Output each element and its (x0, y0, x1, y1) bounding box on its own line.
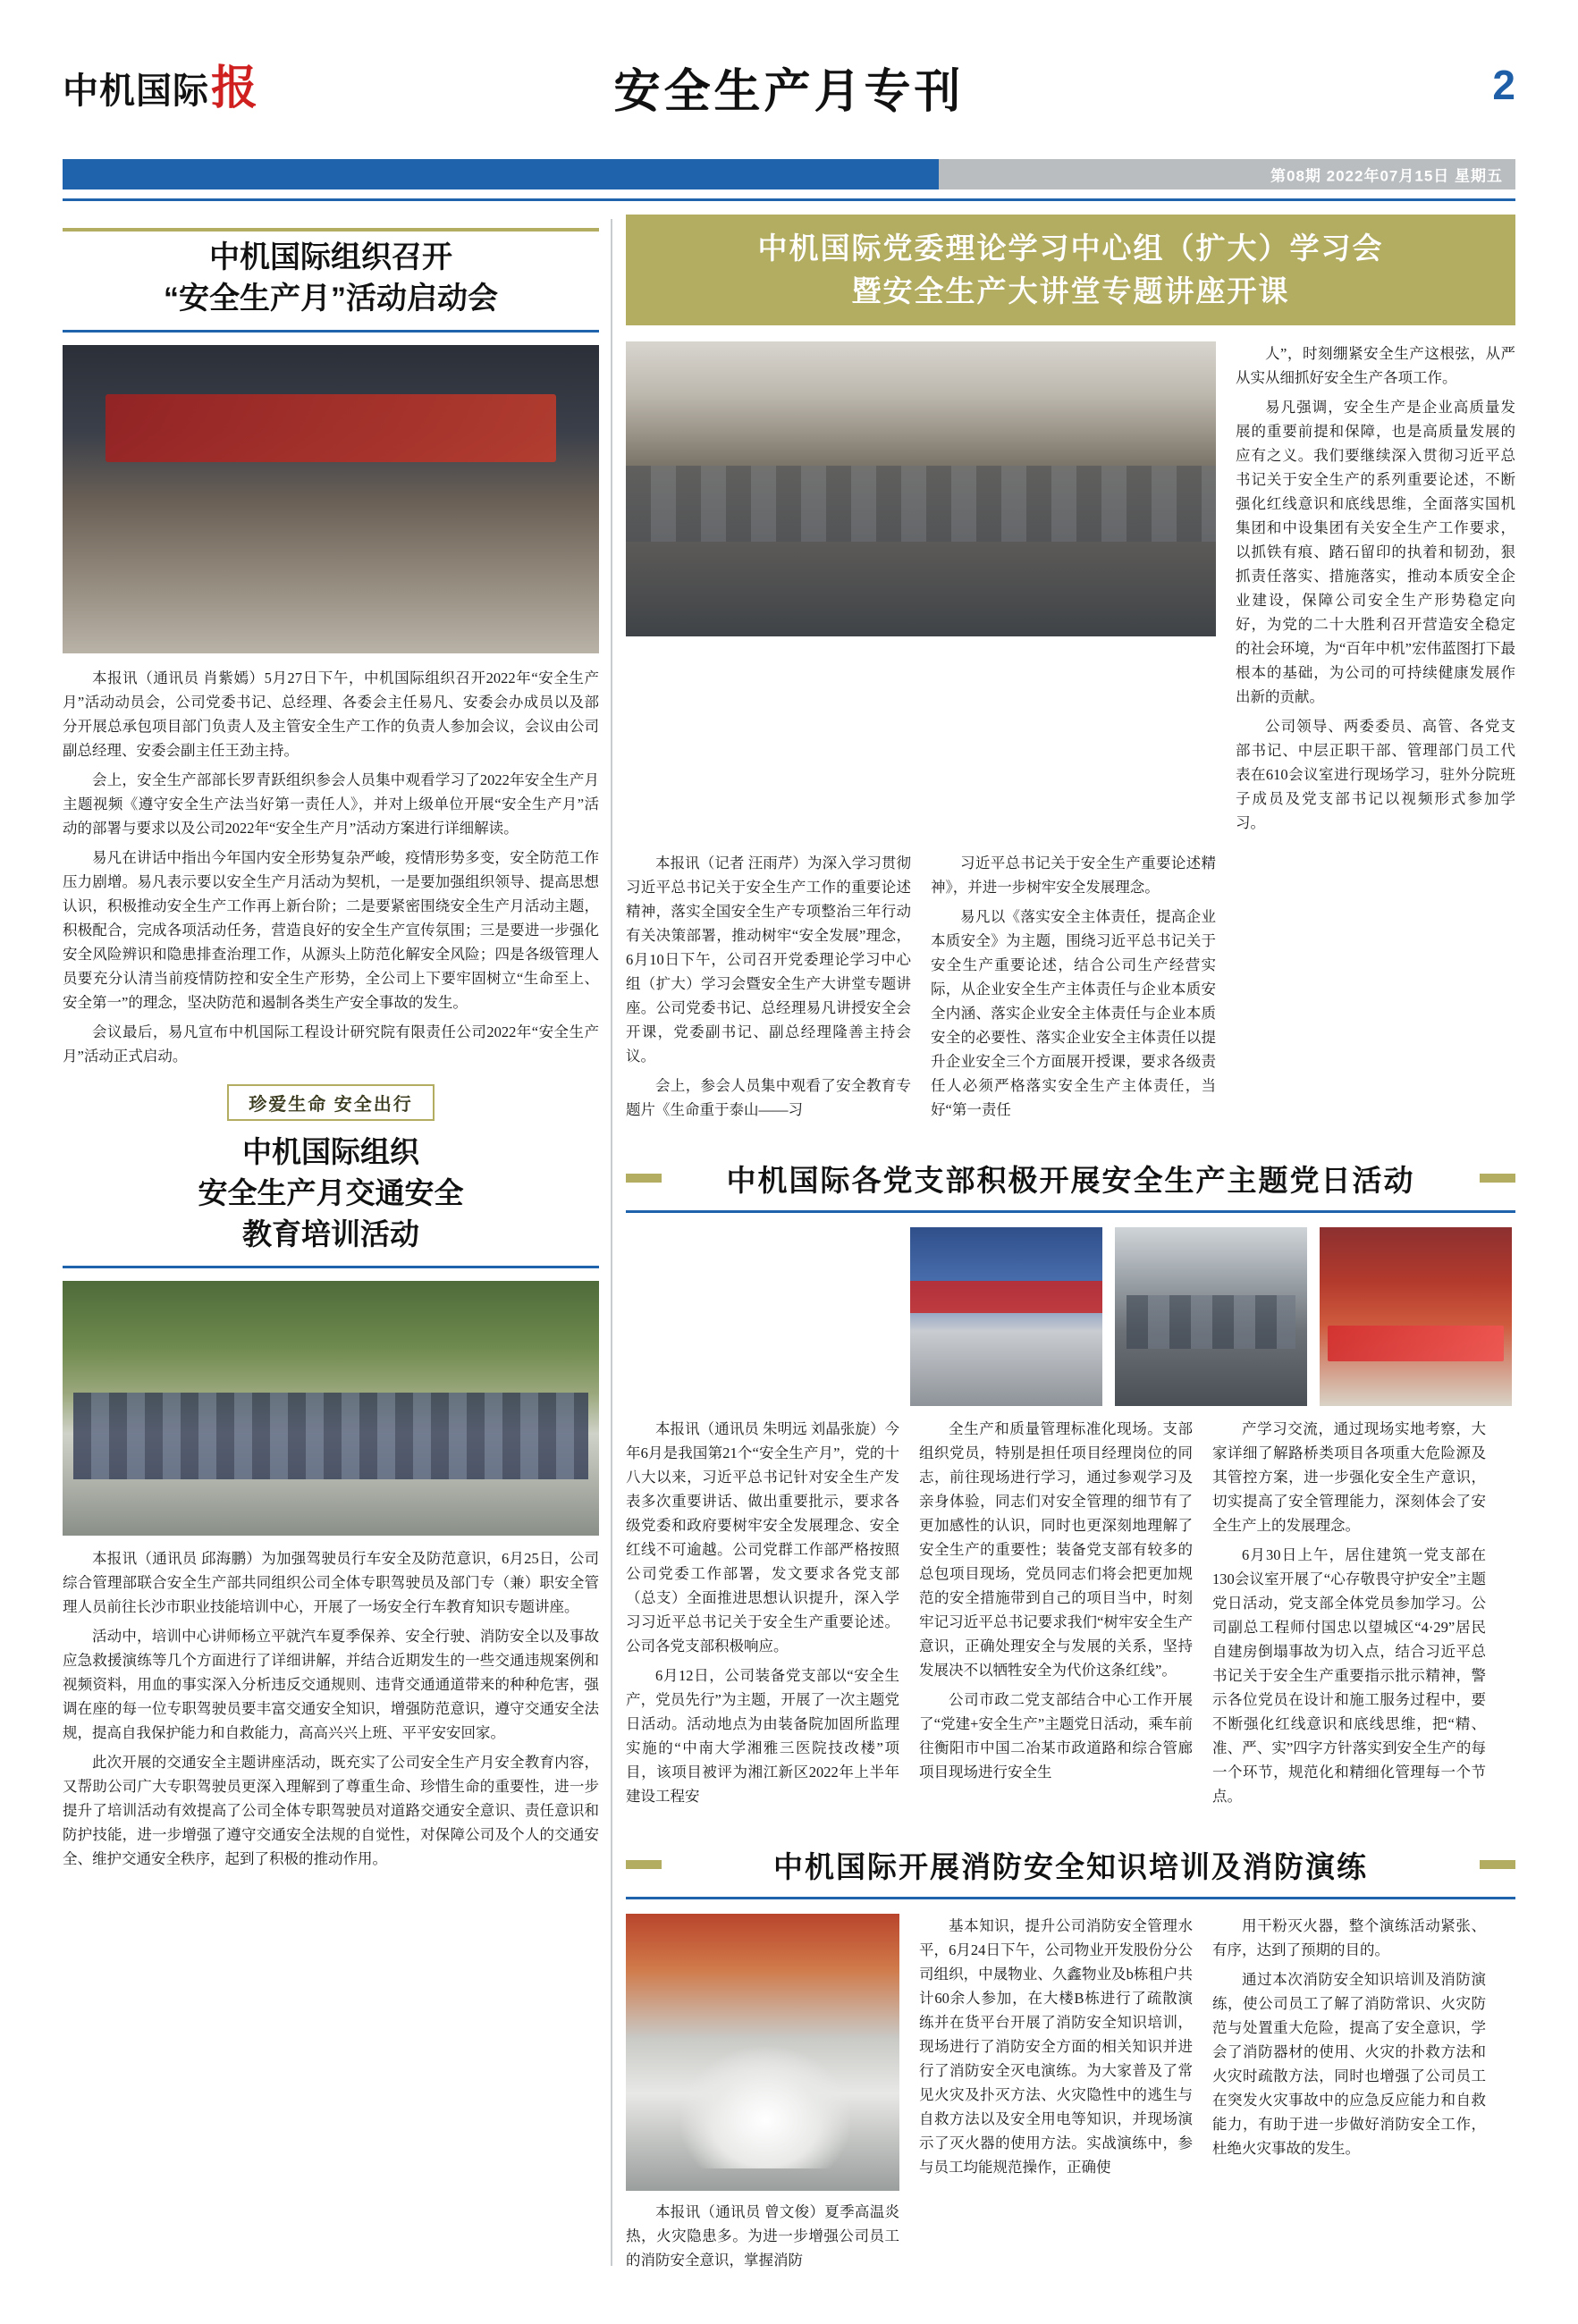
meeting-photo-kickoff (63, 345, 599, 653)
paragraph: 通过本次消防安全知识培训及消防演练，使公司员工了解了消防常识、火灾防范与处置重大危险，提高了安全意识，学会了消防器材的使用、火灾的扑救方法和火灾时疏散方法，同时也增强了公司员工在突发火灾事故中的应急反应能力和自救能力，有助于进一步做好消防安全工作，杜绝火灾事故的发生。 (1212, 1971, 1486, 2157)
article-lecture-col2 (931, 851, 1216, 1127)
title-text: 中机国际各党支部积极开展安全生产主题党日活动 (726, 1164, 1415, 1197)
paragraph: 本报讯（通讯员 朱明远 刘晶张旋）今年6月是我国第21个“安全生产月”，党的十八大以来，习近平总书记针对安全生产发表多次重要讲话、做出重要批示，要求各级党委和政府要树牢安全发展理念、安全红线不可逾越。公司党群工作部严格按照公司党委工作部署，发文要求各党支部（总支）全面推进思想认识提升，深入学习习近平总书记关于安全生产重要论述。公司各党支部积极响应。 (626, 1420, 899, 1655)
article-traffic-headline (63, 1126, 599, 1264)
article-party-day-col3 (1212, 1417, 1486, 1814)
paragraph: 本报讯（通讯员 曾文俊）夏季高温炎热，火灾隐患多。为进一步增强公司员工的消防安全意识，掌握消防 (626, 2203, 899, 2269)
paragraph: 本报讯（通讯员 邱海鹏）为加强驾驶员行车安全及防范意识，6月25日，公司综合管理部联合安全生产部共同组织公司全体专职驾驶员及部门专（兼）职安全管理人员前往长沙市职业技能培训中心，开展了一场安全行车教育知识专题讲座。 (63, 1550, 599, 1615)
paragraph: 公司市政二党支部结合中心工作开展了“党建+安全生产”主题党日活动，乘车前往衡阳市中国二冶某市政道路和综合管廊项目现场进行安全生 (919, 1691, 1193, 1781)
paragraph: 此次开展的交通安全主题讲座活动，既充实了公司安全生产月安全教育内容，又帮助公司广大专职驾驶员更深入理解到了尊重生命、珍惜生命的重要性，进一步提升了培训活动有效提高了公司全体专职驾驶员对道路交通安全意识、责任意识和防护技能，进一步增强了遵守交通安全法规的自觉性，对保障公司及个人的交通安全、维护交通安全秩序，起到了积极的推动作用。 (63, 1754, 599, 1867)
article-traffic-tag: 珍爱生命 安全出行 (227, 1084, 435, 1121)
paragraph: 易凡在讲话中指出今年国内安全形势复杂严峻，疫情形势多变，安全防范工作压力剧增。易凡表示要以安全生产月活动为契机，一是要加强组织领导、提高思想认识，积极推动安全生产工作再上新台阶；二是要紧密围绕安全生产月活动主题，积极配合，完成各项活动任务，营造良好的安全生产宣传氛围；三是要进一步强化安全风险辨识和隐患排查治理工作，从源头上防范化解安全风险；四是各级管理人员要充分认清当前疫情防控和安全生产形势，全公司上下要牢固树立“生命至上、安全第一”的理念，坚决防范和遏制各类生产安全事故的发生。 (63, 849, 599, 1011)
article-fire-drill-col3 (1212, 1914, 1486, 2278)
article-traffic-body (63, 1546, 599, 1871)
paragraph: 会上，安全生产部部长罗青跃组织参会人员集中观看学习了2022年安全生产月主题视频《遵守安全生产法当好第一责任人》，并对上级单位开展“安全生产月”活动的部署与要求以及公司2022年“安全生产月”活动方案进行详细解读。 (63, 771, 599, 837)
article-lecture (626, 215, 1515, 1127)
paragraph: 6月30日上午，居住建筑一党支部在130会议室开展了“心存敬畏守护安全”主题党日活动，党支部全体党员参加学习。公司副总工程师付国忠以望城区“4·29”居民自建房倒塌事故为切入点，结合习近平总书记关于安全生产重要指示批示精神，警示各位党员在设计和施工服务过程中，要不断强化红线意识和底线思维，把“精、准、严、实”四字方针落实到安全生产的每一个环节，规范化和精细化管理每一个节点。 (1212, 1546, 1486, 1805)
party-day-photo-3 (1320, 1227, 1512, 1406)
article-kickoff-headline (63, 232, 599, 328)
headline-line-1: 中机国际组织召开 (209, 240, 452, 274)
article-lecture-col1 (626, 851, 911, 1127)
title-bar-right (1480, 1174, 1515, 1183)
article-kickoff (63, 228, 599, 1068)
headline-separator (63, 1266, 599, 1268)
paragraph: 习近平总书记关于安全生产重要论述精神》，并进一步树牢安全发展理念。 (931, 855, 1216, 896)
banner-line-2: 暨安全生产大讲堂专题讲座开课 (851, 274, 1290, 307)
banner-line-1: 中机国际党委理论学习中心组（扩大）学习会 (757, 232, 1384, 265)
paragraph: 易凡以《落实安全主体责任，提高企业本质安全》为主题，围绕习近平总书记关于安全生产重要论述，结合公司生产经营实际，从企业安全生产主体责任与企业本质安全内涵、落实企业安全主体责任与企业本质安全的必要性、落实企业安全主体责任以提升企业安全三个方面展开授课，要求各级责任人必须严格落实安全生产主体责任，当好“第一责任 (931, 908, 1216, 1118)
paragraph: 基本知识，提升公司消防安全管理水平，6月24日下午，公司物业开发股份分公司组织，中晟物业、久鑫物业及b栋租户共计60余人参加，在大楼B栋进行了疏散演练并在货平台开展了消防安全知识培训，现场进行了消防安全方面的相关知识并进行了消防安全灭电演练。为大家普及了常见火灾及扑灭方法、火灾隐性中的逃生与自救方法以及安全用电等知识，并现场演示了灭火器的使用方法。实战演练中，参与员工均能规范操作，正确使 (919, 1917, 1193, 2176)
paragraph: 全生产和质量管理标准化现场。支部组织党员，特别是担任项目经理岗位的同志，前往现场进行学习，通过参观学习及亲身体验，同志们对安全管理的细节有了更加感性的认识，同时也更深刻地理解了安全生产的重要性；装备党支部有较多的总包项目现场，党员同志们将会把更加规范的安全措施带到自己的项目当中，时刻牢记习近平总书记要求我们“树牢安全生产意识，正确处理安全与发展的关系，坚持发展决不以牺牲安全为代价这条红线”。 (919, 1420, 1193, 1679)
issue-bar-blue (63, 159, 939, 189)
title-text: 中机国际开展消防安全知识培训及消防演练 (773, 1850, 1368, 1883)
article-fire-drill-col2 (919, 1914, 1193, 2278)
issue-bar (63, 159, 1515, 189)
column-divider (611, 219, 612, 2266)
issue-date: 第08期 2022年07月15日 星期五 (1270, 167, 1503, 185)
paragraph: 人”，时刻绷紧安全生产这根弦，从严从实从细抓好安全生产各项工作。 (1236, 345, 1515, 386)
article-kickoff-body (63, 666, 599, 1068)
party-day-photo-1 (910, 1227, 1102, 1406)
issue-bar-grey (939, 159, 1515, 189)
masthead (63, 54, 1515, 143)
logo-text-main: 中机国际 (63, 72, 209, 111)
section-rule (626, 1210, 1515, 1213)
article-lecture-banner (626, 215, 1515, 325)
paragraph: 活动中，培训中心讲师杨立平就汽车夏季保养、安全行驶、消防安全以及事故应急救援演练等几个方面进行了详细讲解，并结合近期发生的一些交通违规案例和视频资料，用血的事实深入分析违反交通规则、违背交通通道带来的种种危害，强调在座的每一位专职驾驶员要丰富交通安全知识，增强防范意识，遵守交通安全法规，提高自我保护能力和自救能力，高高兴兴上班、平平安安回家。 (63, 1628, 599, 1741)
article-traffic-safety (63, 1084, 599, 1871)
article-fire-drill-title (626, 1831, 1515, 1897)
right-column (626, 215, 1515, 2278)
headline-line-2: 安全生产月交通安全 (198, 1176, 464, 1209)
headline-separator (63, 330, 599, 333)
title-bar-left (626, 1860, 662, 1869)
paragraph: 本报讯（记者 汪雨芹）为深入学习贯彻习近平总书记关于安全生产工作的重要论述精神，落实全国安全生产专项整治三年行动有关决策部署，推动树牢“安全发展”理念，6月10日下午，公司召开党委理论学习中心组（扩大）学习会暨安全生产大讲堂专题讲座。公司党委书记、总经理易凡讲授安全会开课，党委副书记、副总经理隆善主持会议。 (626, 855, 911, 1065)
fire-drill-photo (626, 1914, 899, 2191)
article-party-day-col1 (626, 1417, 899, 1814)
headline-line-1: 中机国际组织 (242, 1135, 419, 1168)
group-photo-traffic-training (63, 1281, 599, 1536)
article-lecture-col3 (1236, 341, 1515, 840)
title-bar-left (626, 1174, 662, 1183)
paragraph: 会议最后，易凡宣布中机国际工程设计研究院有限责任公司2022年“安全生产月”活动正式启动。 (63, 1023, 599, 1065)
lecture-hall-photo (626, 341, 1216, 636)
article-party-day (626, 1145, 1515, 1814)
party-day-photo-2 (1115, 1227, 1307, 1406)
section-rule (626, 1897, 1515, 1899)
article-fire-drill (626, 1831, 1515, 2278)
article-fire-drill-col1 (626, 2200, 899, 2272)
paragraph: 产学习交流，通过现场实地考察，大家详细了解路桥类项目各项重大危险源及其管控方案，进一步强化安全生产意识，切实提高了安全管理能力，深刻体会了安全生产上的发展理念。 (1212, 1420, 1486, 1534)
headline-line-2: “安全生产月”活动启动会 (164, 282, 498, 316)
headline-line-3: 教育培训活动 (242, 1217, 419, 1250)
title-bar-right (1480, 1860, 1515, 1869)
logo-text-red: 报 (211, 62, 258, 114)
article-party-day-title (626, 1145, 1515, 1210)
left-column (63, 219, 599, 1876)
paragraph: 易凡强调，安全生产是企业高质量发展的重要前提和保障，也是高质量发展的应有之义。我们要继续深入贯彻习近平总书记关于安全生产的系列重要论述，不断强化红线意识和底线思维，全面落实国机集团和中设集团有关安全生产工作要求，以抓铁有痕、踏石留印的执着和韧劲，狠抓责任落实、措施落实，推动本质安全企业建设，保障公司安全生产形势稳定向好，为党的二十大胜利召开营造安全稳定的社会环境，为“百年中机”宏伟蓝图打下最根本的基础，为公司的可持续健康发展作出新的贡献。 (1236, 399, 1515, 705)
page-title: 安全生产月专刊 (613, 66, 965, 118)
paragraph: 6月12日，公司装备党支部以“安全生产，党员先行”为主题，开展了一次主题党日活动。活动地点为由装备院加固所监理实施的“中南大学湘雅三医院技改楼”项目，该项目被评为湘江新区2022年上半年建设工程安 (626, 1667, 899, 1805)
header-rule (63, 198, 1515, 201)
page-number: 2 (1492, 62, 1515, 108)
paragraph: 用干粉灭火器，整个演练活动紧张、有序，达到了预期的目的。 (1212, 1917, 1486, 1958)
paragraph: 公司领导、两委委员、高管、各党支部书记、中层正职干部、管理部门员工代表在610会议室进行现场学习，驻外分院班子成员及党支部书记以视频形式参加学习。 (1236, 718, 1515, 831)
paragraph: 会上，参会人员集中观看了安全教育专题片《生命重于泰山——习 (626, 1077, 911, 1118)
article-party-day-col2 (919, 1417, 1193, 1814)
article-traffic-tag-wrap (63, 1084, 599, 1121)
paragraph: 本报讯（通讯员 肖紫嫣）5月27日下午，中机国际组织召开2022年“安全生产月”活动动员会，公司党委书记、总经理、各委会主任易凡、安委会办成员以及部分开展总承包项目部门负责人及主管安全生产工作的负责人参加会议，会议由公司副总经理、安委会副主任王劲主持。 (63, 669, 599, 759)
